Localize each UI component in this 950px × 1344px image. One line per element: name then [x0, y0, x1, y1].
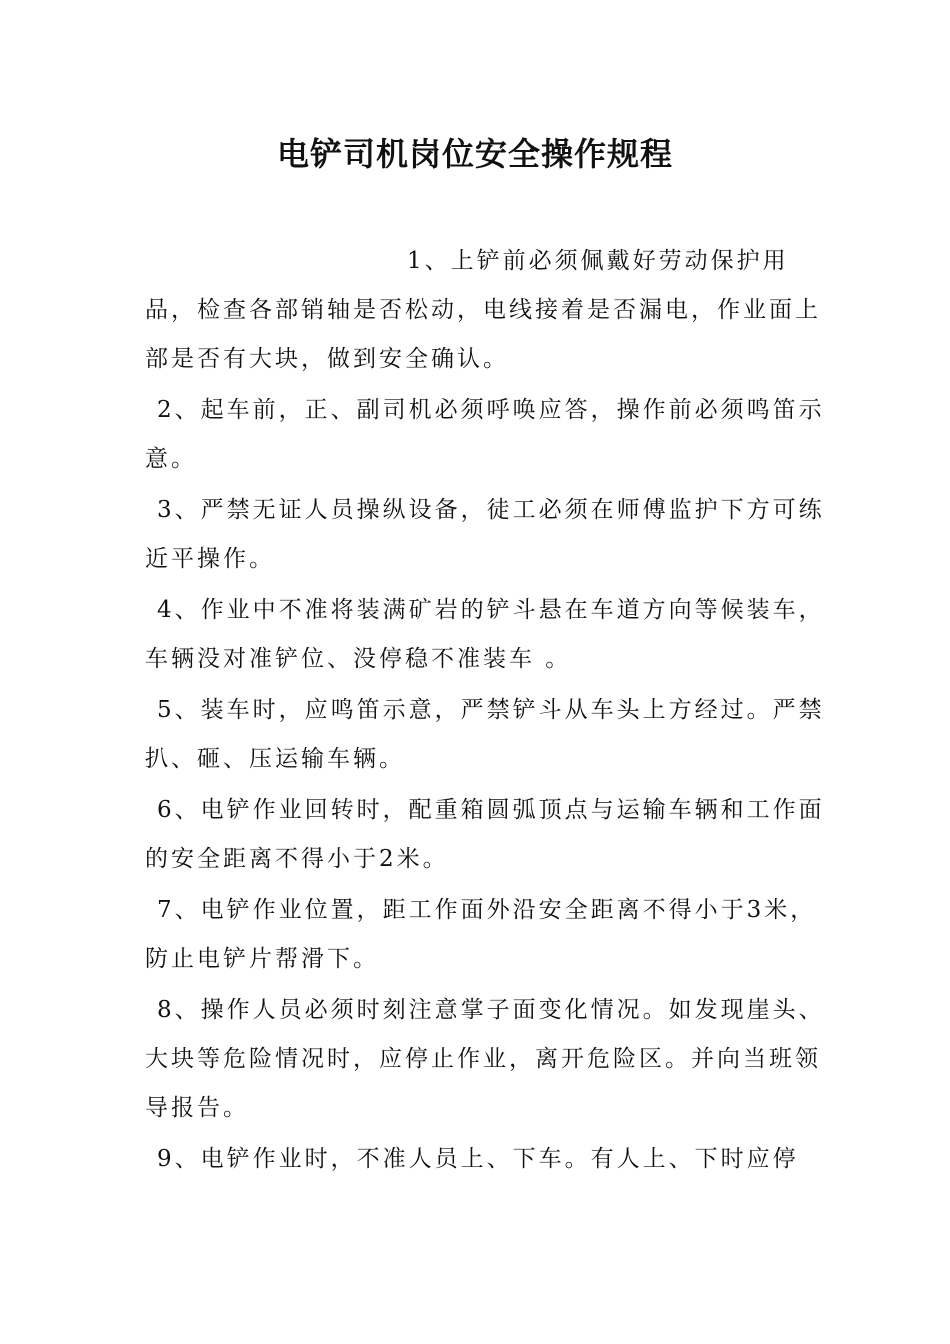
paragraph-5: 5、装车时，应鸣笛示意，严禁铲斗从车头上方经过。严禁扒、砸、压运输车辆。	[145, 697, 825, 772]
paragraph-7: 7、电铲作业位置，距工作面外沿安全距离不得小于3米，防止电铲片帮滑下。	[145, 897, 817, 972]
document-body	[145, 237, 835, 1184]
paragraph-6: 6、电铲作业回转时，配重箱圆弧顶点与运输车辆和工作面的安全距离不得小于2米。	[145, 797, 825, 872]
paragraph-1: 1、上铲前必须佩戴好劳动保护用品，检查各部销轴是否松动，电线接着是否漏电，作业面上部是否有大块，做到安全确认。	[145, 248, 821, 372]
paragraph-8: 8、操作人员必须时刻注意掌子面变化情况。如发现崖头、大块等危险情况时，应停止作业，离开危险区。并向当班领导报告。	[145, 997, 825, 1121]
paragraph-4: 4、作业中不准将装满矿岩的铲斗悬在车道方向等候装车，车辆没对准铲位、没停稳不准装车 。	[145, 597, 825, 672]
paragraph-9: 9、电铲作业时，不准人员上、下车。有人上、下时应停	[157, 1146, 799, 1172]
paragraph-2: 2、起车前，正、副司机必须呼唤应答，操作前必须鸣笛示意。	[145, 397, 825, 472]
paragraph-3: 3、严禁无证人员操纵设备，徒工必须在师傅监护下方可练近平操作。	[145, 497, 825, 572]
document-title: 电铲司机岗位安全操作规程	[276, 135, 673, 173]
